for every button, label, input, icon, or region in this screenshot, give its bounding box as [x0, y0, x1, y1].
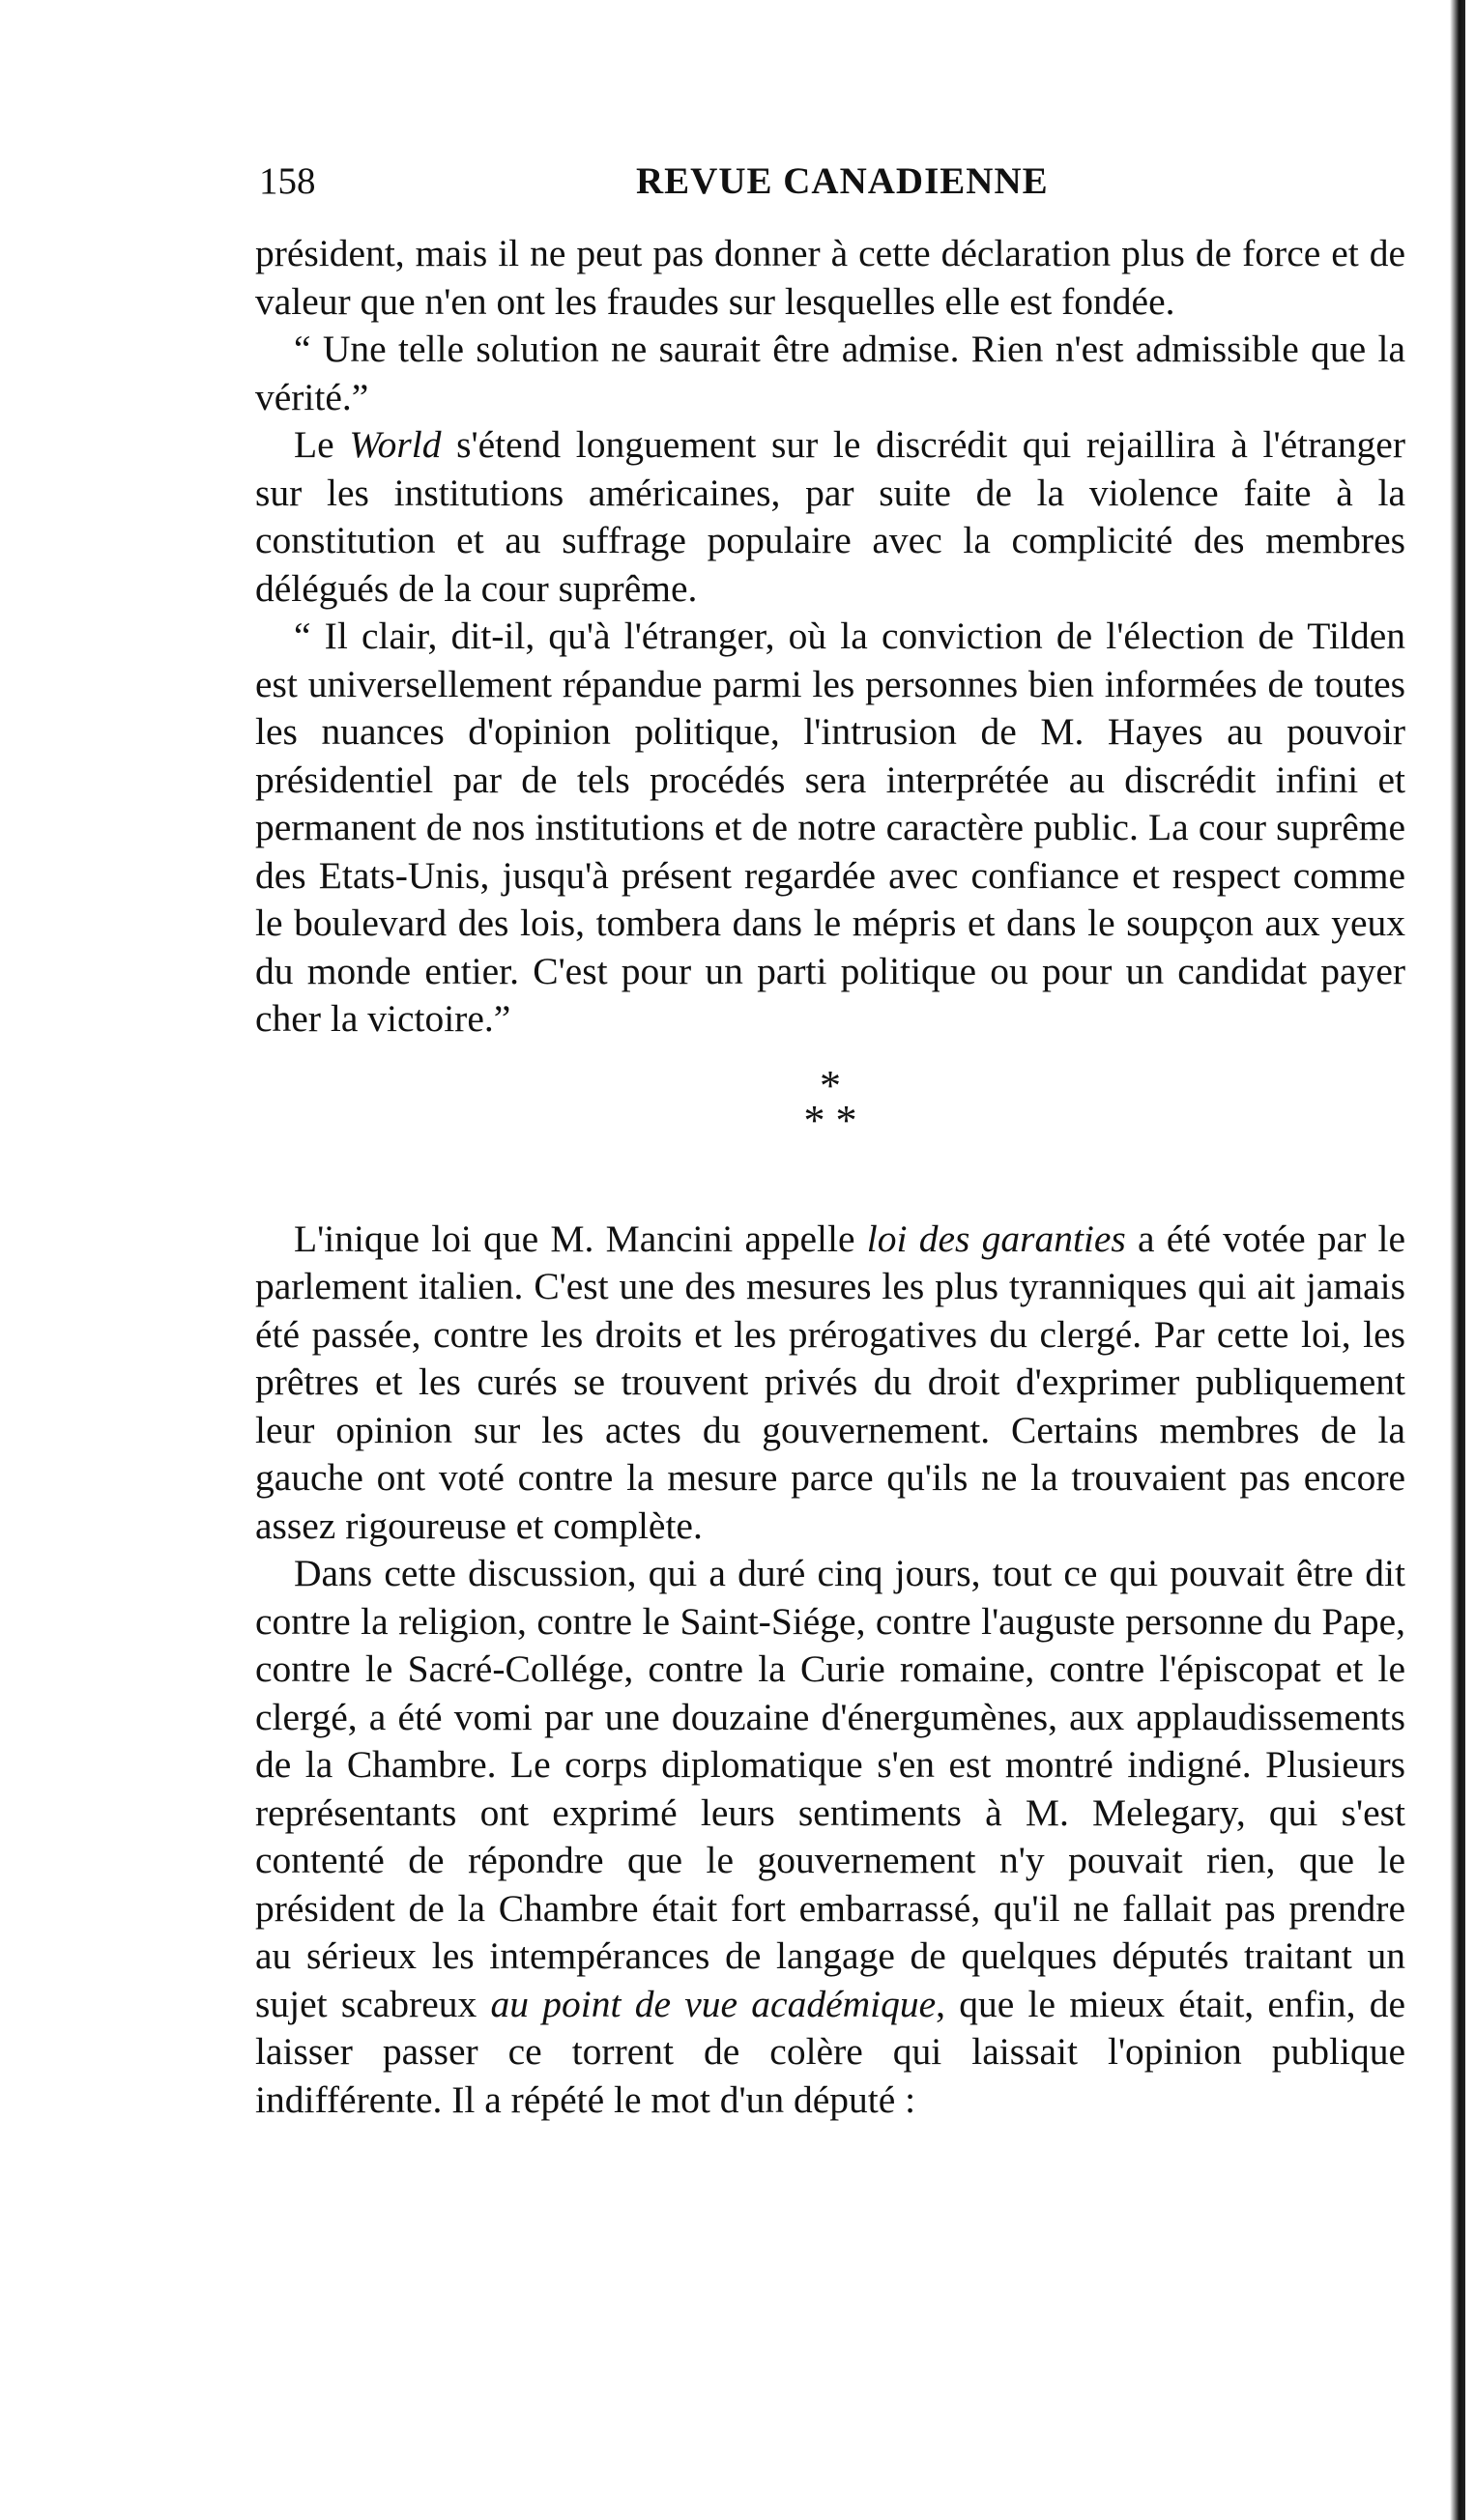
asterism-bottom: * * — [803, 1096, 857, 1144]
paragraph-3-start: Le — [294, 423, 350, 466]
paragraph-6 — [255, 1550, 1405, 2124]
running-title: REVUE CANADIENNE — [636, 160, 1049, 202]
paragraph-5-start: L'inique loi que M. Mancini appelle — [294, 1217, 867, 1260]
paragraph-4: “ Il clair, dit-il, qu'à l'étranger, où la conviction de l'élection de Tilden est universellement répandue parmi les personnes bien informées de toutes les nuances d'opinion politique, l'intrusion de M. Hayes au pouvoir présidentiel par de tels procédés sera interprétée au discrédit infini et permanent de nos institutions et de notre caractère public. La cour suprême des Etats-Unis, jusqu'à présent regardée avec confiance et respect comme le boulevard des lois, tombera dans le mépris et dans le soupçon aux yeux du monde entier. C'est pour un parti politique ou pour un candidat payer cher la victoire.” — [255, 615, 1405, 1040]
paragraph-5-italic: loi des garanties — [866, 1217, 1126, 1260]
page-header — [259, 158, 1400, 206]
body-text — [255, 230, 1405, 2124]
page-edge-shadow — [1450, 0, 1465, 2520]
paragraph-6-rest: , que le mieux était, enfin, de laisser passer ce torrent de colère qui laissait l'opinion publique indifférente. Il a répété le mot d'un député : — [255, 1982, 1405, 2121]
section-spacer — [255, 1179, 1405, 1216]
paragraph-5 — [255, 1216, 1405, 1551]
asterism-top: * — [820, 1061, 841, 1109]
paragraph-1: président, mais il ne peut pas donner à cette déclaration plus de force et de valeur que n'en ont les fraudes sur lesquelles elle est fondée. — [255, 232, 1405, 323]
paragraph-3-italic: World — [349, 423, 442, 466]
paragraph-6-start: Dans cette discussion, qui a duré cinq jours, tout ce qui pouvait être dit contre la religion, contre le Saint-Siége, contre l'auguste personne du Pape, contre le Sacré-Collége, contre la Curie romaine, contre l'épiscopat et le clergé, a été vomi par une douzaine d'énergumènes, aux applaudissements de la Chambre. Le corps diplomatique s'en est montré indigné. Plusieurs représentants ont exprimé leurs sentiments à M. Melegary, qui s'est contenté de répondre que le gouvernement n'y pouvait rien, que le président de la Chambre était fort embarrassé, qu'il ne fallait pas prendre au sérieux les intempérances de langage de quelques députés traitant un sujet scabreux — [255, 1552, 1405, 2025]
paragraph-6-italic: au point de vue académique — [490, 1982, 937, 2025]
section-asterism — [255, 1061, 1405, 1150]
paragraph-2: “ Une telle solution ne saurait être admise. Rien n'est admissible que la vérité.” — [255, 328, 1405, 418]
paragraph-5-rest: a été votée par le parlement italien. C'est une des mesures les plus tyranniques qui ait jamais été passée, contre les droits et les prérogatives du clergé. Par cette loi, les prêtres et les curés se trouvent privés du droit d'exprimer publiquement leur opinion sur les actes du gouvernement. Certains membres de la gauche ont voté contre la mesure parce qu'ils ne la trouvaient pas encore assez rigoureuse et complète. — [255, 1217, 1406, 1547]
page-number: 158 — [259, 160, 316, 202]
paragraph-3-rest: s'étend longuement sur le discrédit qui rejaillira à l'étranger sur les institutions américaines, par suite de la violence faite à la constitution et au suffrage populaire avec la complicité des membres délégués de la cour suprême. — [255, 423, 1405, 610]
paragraph-3 — [255, 421, 1405, 613]
